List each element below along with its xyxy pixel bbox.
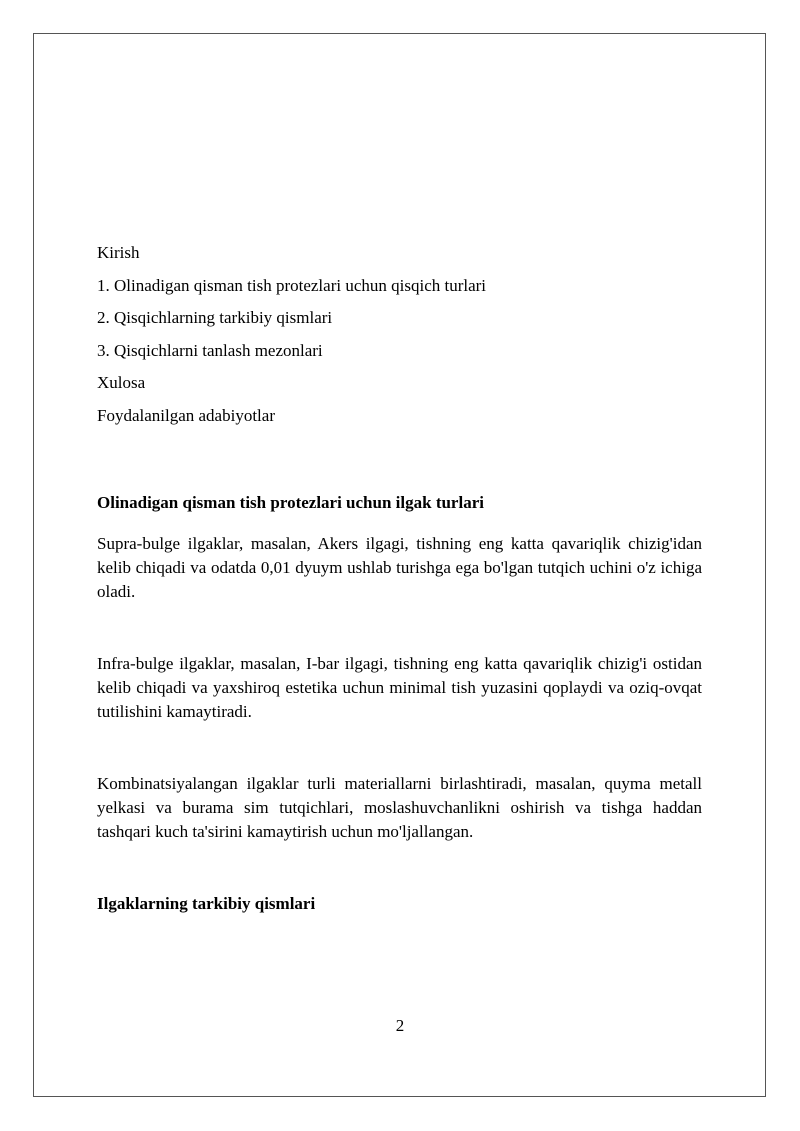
toc-item-introduction: Kirish: [97, 243, 140, 262]
toc-item-2: 2. Qisqichlarning tarkibiy qismlari: [97, 308, 333, 327]
paragraph-combination: Kombinatsiyalangan ilgaklar turli materiallarni birlashtiradi, masalan, quyma metall yelkasi va burama sim tutqichlari, moslashuvchanlikni oshirish va tishga haddan tashqari kuch ta'sirini kamaytirish uchun mo'ljallangan.: [97, 774, 702, 841]
page-content: [97, 240, 702, 916]
paragraph-supra-bulge: Supra-bulge ilgaklar, masalan, Akers ilgagi, tishning eng katta qavariqlik chizig'idan kelib chiqadi va odatda 0,01 dyuym ushlab turishga ega bo'lgan tutqich uchini o'z ichiga oladi.: [97, 534, 702, 601]
table-of-contents: [97, 240, 702, 435]
page-number: 2: [395, 1016, 405, 1035]
paragraph-infra-bulge: Infra-bulge ilgaklar, masalan, I-bar ilgagi, tishning eng katta qavariqlik chizig'i ostidan kelib chiqadi va yaxshiroq estetika uchun minimal tish yuzasini qoplaydi va oziq-ovqat tutilishini kamaytiradi.: [97, 654, 702, 721]
section-heading-clasp-types: Olinadigan qisman tish protezlari uchun ilgak turlari: [97, 493, 484, 512]
toc-item-conclusion: Xulosa: [97, 373, 146, 392]
toc-item-references: Foydalanilgan adabiyotlar: [97, 405, 275, 425]
toc-item-1: 1. Olinadigan qisman tish protezlari uchun qisqich turlari: [97, 275, 487, 295]
section-heading-components: Ilgaklarning tarkibiy qismlari: [97, 894, 316, 913]
toc-item-3: 3. Qisqichlarni tanlash mezonlari: [97, 340, 323, 360]
